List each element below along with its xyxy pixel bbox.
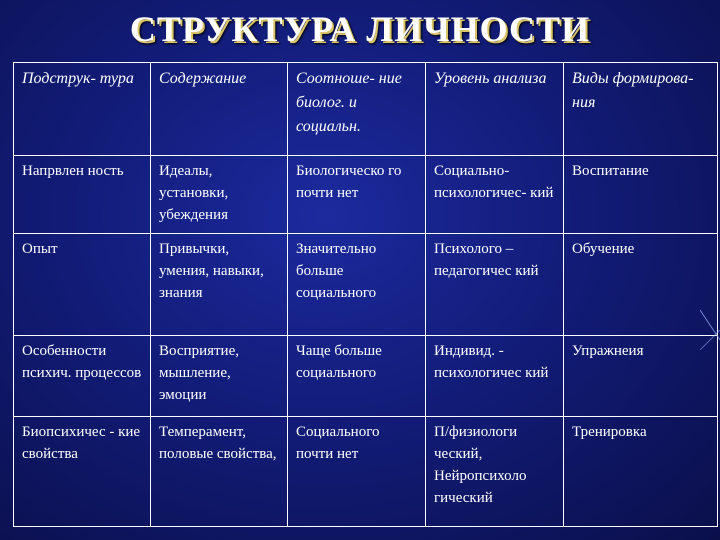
table-cell: Темперамент, половые свойства, xyxy=(151,417,288,527)
decorative-lines xyxy=(700,310,720,370)
table-cell: Значительно больше социального xyxy=(288,234,426,336)
table-cell: Тренировка xyxy=(564,417,718,527)
header-formation-types: Виды формирова- ния xyxy=(564,63,718,156)
table-cell: Чаще больше социального xyxy=(288,336,426,417)
personality-structure-table xyxy=(13,62,718,527)
table-cell: Восприятие, мышление, эмоции xyxy=(151,336,288,417)
table-cell: Особенности психич. процессов xyxy=(14,336,151,417)
table-cell: Идеалы, установки, убеждения xyxy=(151,156,288,234)
table-cell: Биологическо го почти нет xyxy=(288,156,426,234)
header-analysis-level: Уровень анализа xyxy=(426,63,564,156)
table-cell: Привычки, умения, навыки, знания xyxy=(151,234,288,336)
table-cell: Опыт xyxy=(14,234,151,336)
table-row xyxy=(14,417,718,527)
table-cell: Обучение xyxy=(564,234,718,336)
table-cell: Социального почти нет xyxy=(288,417,426,527)
header-bio-social-ratio: Соотноше- ние биолог. и социальн. xyxy=(288,63,426,156)
table-row xyxy=(14,336,718,417)
table-cell: Биопсихичес - кие свойства xyxy=(14,417,151,527)
table-cell: Воспитание xyxy=(564,156,718,234)
table-cell: Социально- психологичес- кий xyxy=(426,156,564,234)
header-substructure: Подструк- тура xyxy=(14,63,151,156)
table-row xyxy=(14,156,718,234)
header-content: Содержание xyxy=(151,63,288,156)
table-cell: Психолого – педагогичес кий xyxy=(426,234,564,336)
table-cell: Упражнеия xyxy=(564,336,718,417)
table-row xyxy=(14,234,718,336)
table-header-row xyxy=(14,63,718,156)
slide-title: СТРУКТУРА ЛИЧНОСТИ xyxy=(129,9,591,49)
table-cell: Напрвлен ность xyxy=(14,156,151,234)
table-cell: П/физиологи ческий, Нейропсихоло гический xyxy=(426,417,564,527)
table-cell: Индивид. - психологичес кий xyxy=(426,336,564,417)
